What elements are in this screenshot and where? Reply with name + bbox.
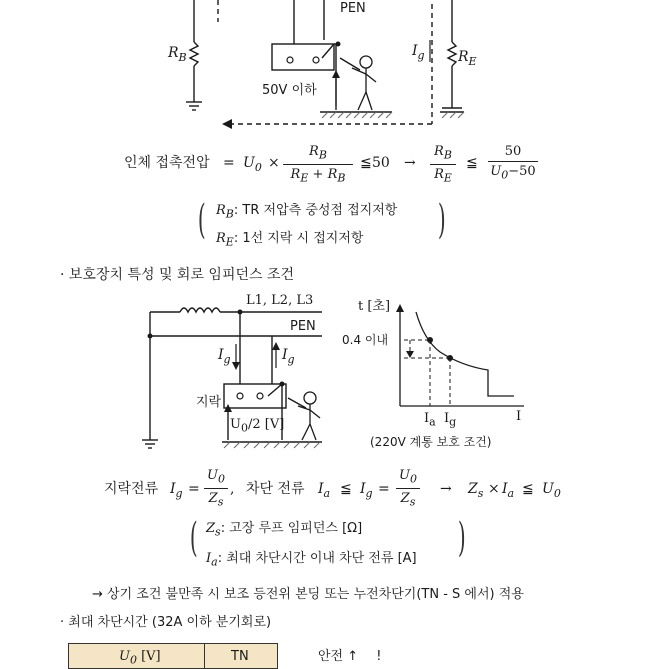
eq2-u0: $U_0$ [542, 481, 561, 500]
notes2-right-paren: ) [457, 515, 466, 561]
diagram1-rb-label: $R_B$ [168, 45, 187, 64]
chart-ia-label: $I_a$ [424, 411, 436, 429]
side-note: 안전 ↑ ! [318, 649, 382, 664]
eq2-leq: ≦ [340, 481, 352, 497]
chart-ig-label: $I_g$ [444, 411, 457, 429]
eq1-ratio: $R_B$ $R_E$ [430, 144, 456, 184]
diagram2-ig-right: $I_g$ [282, 347, 295, 366]
notes2-zs: $Z_s$: 고장 루프 임피던스 [Ω] [206, 521, 363, 539]
diagram2-u0-label: $U_0/2$ [V] [230, 417, 285, 435]
eq2-ig: $I_g$ [170, 481, 183, 500]
diagram1-voltage-label: 50V 이하 [262, 83, 317, 98]
diagram2-lines-label: L1, L2, L3 [246, 293, 314, 308]
eq2-ig2: $I_g$ [360, 481, 373, 500]
notes2-left-paren: ( [189, 515, 198, 561]
eq1-lhs: 인체 접촉전압 [124, 155, 210, 171]
section2-title: · 보호장치 특성 및 회로 임피던스 조건 [60, 267, 295, 283]
eq2-equals2: = [378, 481, 390, 497]
table-header-tn: TN [204, 643, 278, 669]
notes1-rb: $R_B$: TR 저압측 중성점 접지저항 [216, 203, 398, 221]
eq1-u0: $U_0$ [243, 155, 262, 174]
eq1-rhs: 50 $U_0-50$ [488, 144, 538, 182]
eq2-arrow: → [440, 481, 452, 497]
eq2-fraction: $U_0$ $Z_s$ [204, 468, 228, 508]
diagram2-ig-left: $I_g$ [218, 347, 231, 366]
eq2-times: × [488, 481, 500, 497]
eq2-leq2: ≦ [522, 481, 534, 497]
section3-title: · 최대 차단시간 (32A 이하 분기회로) [60, 615, 272, 630]
notes1-re: $R_E$: 1선 지락 시 접지저항 [216, 231, 364, 249]
eq2-mid: 차단 전류 [246, 481, 305, 497]
chart-caption: (220V 계통 보호 조건) [370, 435, 492, 449]
table-header-u0: $U_0$ [V] [68, 643, 206, 669]
eq2-equals: = [188, 481, 200, 497]
eq2-zs: $Z_s$ [468, 481, 484, 500]
eq1-leq2: ≦ [466, 155, 478, 171]
chart-i-axis-label: I [516, 409, 522, 424]
diagram1-pen-label: PEN [340, 1, 366, 16]
notes2-ia: $I_a$: 최대 차단시간 이내 차단 전류 [A] [206, 551, 417, 569]
conclusion-text: → 상기 조건 불만족 시 보조 등전위 본딩 또는 누전차단기(TN - S 에서) 적용 [92, 587, 524, 602]
eq2-ia: $I_a$ [318, 481, 331, 500]
eq2-lhs: 지락전류 [104, 481, 159, 497]
eq1-fraction: $R_B$ $R_E + R_B$ [283, 144, 353, 184]
diagram1-ig-label: $I_g$ [412, 43, 425, 62]
chart-tick-04: 0.4 이내 [342, 333, 389, 347]
eq2-ia2: $I_a$ [502, 481, 515, 500]
eq2-comma: , [230, 481, 235, 497]
eq2-fraction2: $U_0$ $Z_s$ [396, 468, 420, 508]
chart-t-axis-label: t [초] [358, 299, 391, 314]
diagram1-re-label: $R_E$ [458, 49, 477, 68]
diagram2-pen-label: PEN [290, 319, 316, 334]
eq1-arrow: → [404, 155, 416, 171]
eq1-leq: ≦ [360, 155, 372, 171]
eq1-times: × [268, 155, 280, 171]
diagram2-fault-label: 지락 [196, 395, 222, 410]
eq1-fifty: 50 [372, 155, 390, 171]
eq1-equals: = [223, 155, 235, 171]
notes1-right-paren: ) [437, 197, 446, 243]
notes1-left-paren: ( [197, 197, 206, 243]
